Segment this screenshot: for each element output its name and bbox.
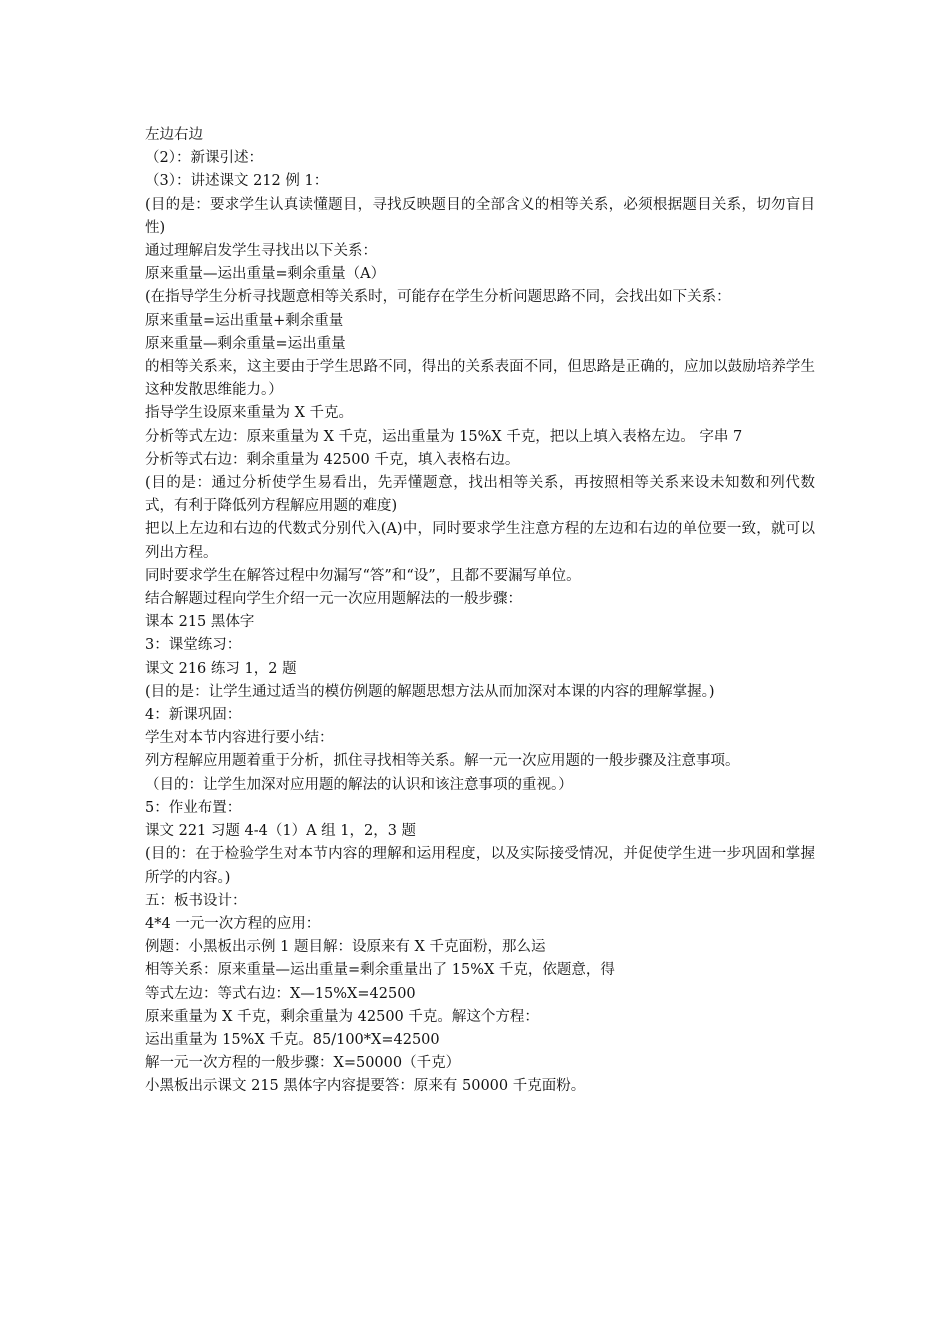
section-heading: 5：作业布置：: [145, 799, 242, 816]
board-title: 4*4 一元一次方程的应用：: [145, 915, 321, 932]
equation-line: 原来重量—运出重量=剩余重量（A）: [145, 266, 386, 283]
text-line: 指导学生设原来重量为 X 千克。: [145, 405, 354, 422]
text-line: 课文 221 习题 4-4（1）A 组 1，2，3 题: [145, 823, 417, 840]
board-line: 解一元一次方程的一般步骤：X=50000（千克）: [145, 1055, 461, 1072]
section-heading: （3）：讲述课文 212 例 1：: [145, 173, 329, 190]
purpose-note: (目的是：通过分析使学生易看出，先弄懂题意，找出相等关系，再按照相等关系来设未知数和列代数式，有利于降低列方程解应用题的难度): [145, 475, 815, 515]
text-line: 分析等式左边：原来重量为 X 千克，运出重量为 15%X 千克，把以上填入表格左边。 字串 7: [145, 428, 743, 445]
purpose-note: (目的是：让学生通过适当的模仿例题的解题思想方法从而加深对本课的内容的理解掌握。): [145, 683, 715, 700]
purpose-note: （目的：让学生加深对应用题的解法的认识和该注意事项的重视。）: [145, 776, 573, 793]
text-line: 课本 215 黑体字: [145, 614, 255, 631]
equation-line: 原来重量=运出重量+剩余重量: [145, 312, 344, 329]
text-line: 分析等式右边：剩余重量为 42500 千克，填入表格右边。: [145, 451, 520, 468]
text-line: 课文 216 练习 1，2 题: [145, 660, 297, 677]
section-heading: 五：板书设计：: [145, 892, 247, 909]
section-heading: 3：课堂练习：: [145, 637, 242, 654]
equation-line: 原来重量—剩余重量=运出重量: [145, 335, 346, 352]
board-line: 运出重量为 15%X 千克。85/100*X=42500: [145, 1031, 440, 1048]
text-line: 学生对本节内容进行要小结：: [145, 730, 334, 747]
text-line: 左边右边: [145, 127, 203, 143]
text-line: 列方程解应用题着重于分析，抓住寻找相等关系。解一元一次应用题的一般步骤及注意事项。: [145, 753, 740, 770]
board-line: 小黑板出示课文 215 黑体字内容提要答：原来有 50000 千克面粉。: [145, 1078, 586, 1095]
section-heading: 4：新课巩固：: [145, 707, 242, 724]
section-heading: （2）：新课引述：: [145, 150, 263, 167]
board-line: 例题：小黑板出示例 1 题目解：设原来有 X 千克面粉，那么运: [145, 939, 546, 956]
document-body: [145, 124, 815, 1099]
text-line: 通过理解启发学生寻找出以下关系：: [145, 243, 377, 260]
text-line: 同时要求学生在解答过程中勿漏写“答”和“设”，且都不要漏写单位。: [145, 567, 581, 584]
purpose-note: (目的：在于检验学生对本节内容的理解和运用程度，以及实际接受情况，并促使学生进一步巩固和掌握所学的内容。): [145, 846, 815, 886]
board-line: 等式左边：等式右边：X—15%X=42500: [145, 985, 416, 1002]
paragraph: 把以上左边和右边的代数式分别代入(A)中，同时要求学生注意方程的左边和右边的单位要一致，就可以列出方程。: [145, 521, 815, 561]
board-line: 相等关系：原来重量—运出重量=剩余重量出了 15%X 千克，依题意，得: [145, 962, 615, 979]
paragraph: 的相等关系来，这主要由于学生思路不同，得出的关系表面不同，但思路是正确的，应加以鼓励培养学生这种发散思维能力。）: [145, 359, 815, 399]
purpose-note: (目的是：要求学生认真读懂题目，寻找反映题目的全部含义的相等关系，必须根据题目关系，切勿盲目性): [145, 196, 815, 236]
text-line: (在指导学生分析寻找题意相等关系时，可能存在学生分析问题思路不同，会找出如下关系：: [145, 289, 731, 306]
text-line: 结合解题过程向学生介绍一元一次应用题解法的一般步骤：: [145, 591, 522, 608]
board-line: 原来重量为 X 千克，剩余重量为 42500 千克。解这个方程：: [145, 1008, 539, 1025]
